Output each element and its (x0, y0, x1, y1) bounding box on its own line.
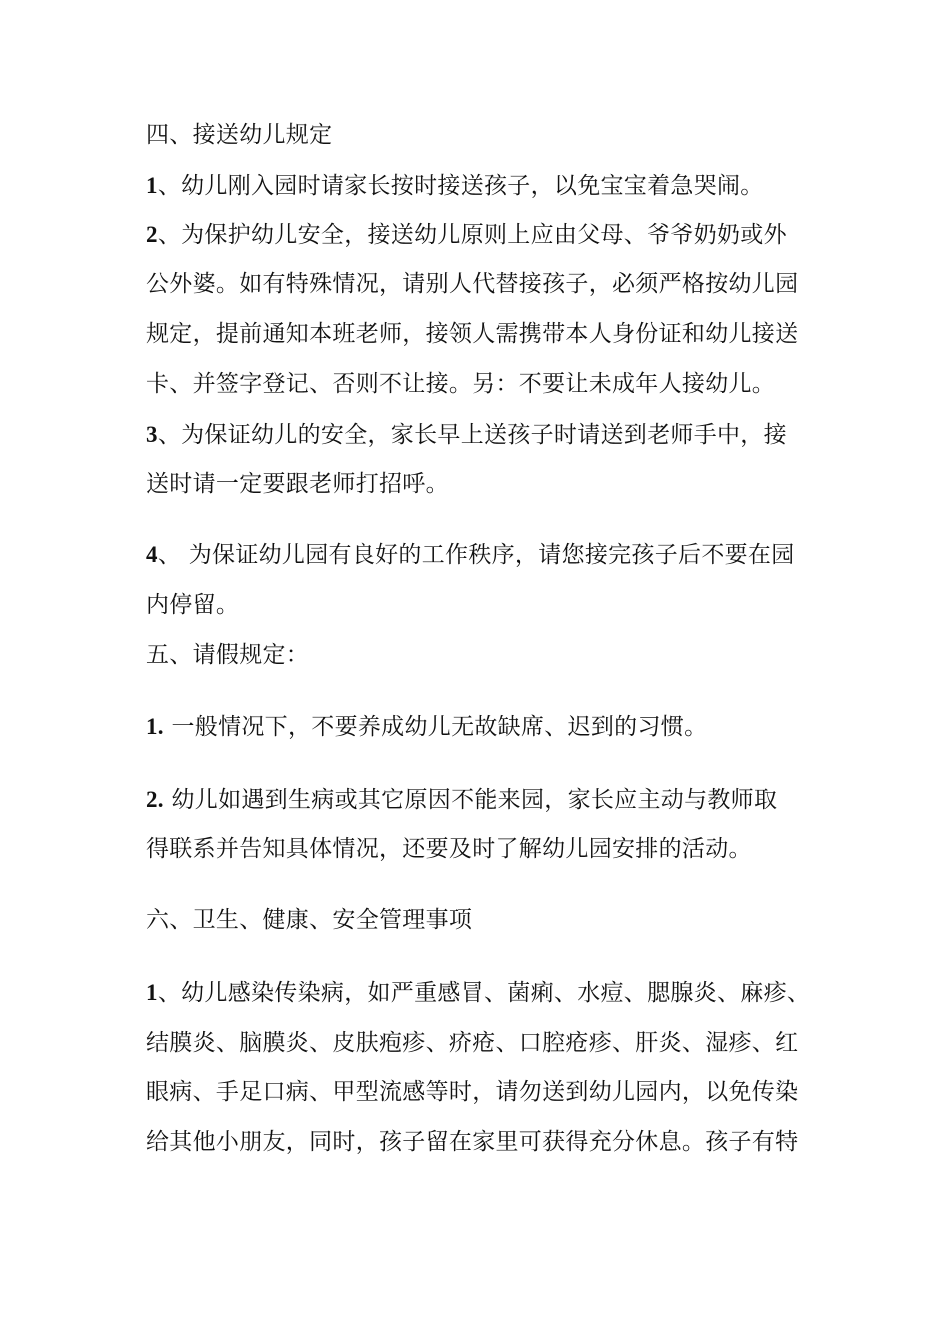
section-5-item-1 (146, 712, 826, 742)
section-4-item-4-line-1 (146, 540, 826, 570)
section-6-heading: 六、卫生、健康、安全管理事项 (146, 907, 473, 933)
item-text: 、幼儿感染传染病，如严重感冒、菌痢、水痘、腮腺炎、麻疹、 (157, 980, 811, 1006)
section-6-item-1-line-4: 给其他小朋友，同时，孩子留在家里可获得充分休息。孩子有特 (146, 1129, 799, 1155)
item-number: 3 (146, 422, 158, 447)
section-4-item-4-line-2: 内停留。 (146, 592, 240, 618)
item-number: 1 (146, 173, 158, 198)
section-4-item-2-line-1 (146, 220, 826, 250)
section-4-item-3-line-2: 送时请一定要跟老师打招呼。 (146, 471, 449, 497)
item-text: 、为保护幼儿安全，接送幼儿原则上应由父母、爷爷奶奶或外 (157, 222, 787, 248)
section-6-item-1-line-1 (146, 978, 826, 1008)
item-text: 、幼儿刚入园时请家长按时接送孩子，以免宝宝着急哭闹。 (157, 173, 764, 199)
item-number: 2 (146, 222, 158, 247)
section-6-item-1-line-2: 结膜炎、脑膜炎、皮肤疱疹、疥疮、口腔疮疹、肝炎、湿疹、红 (146, 1030, 799, 1056)
section-4-item-1 (146, 171, 826, 201)
item-number: 4 (146, 542, 158, 567)
section-4-item-2-line-3: 规定，提前通知本班老师，接领人需携带本人身份证和幼儿接送 (146, 321, 799, 347)
item-text: 一般情况下，不要养成幼儿无故缺席、迟到的习惯。 (163, 714, 708, 740)
section-4-item-2-line-2: 公外婆。如有特殊情况，请别人代替接孩子，必须严格按幼儿园 (146, 271, 799, 297)
section-4-item-2-line-4: 卡、并签字登记、否则不让接。另：不要让未成年人接幼儿。 (146, 371, 776, 397)
section-6-item-1-line-3: 眼病、手足口病、甲型流感等时，请勿送到幼儿园内，以免传染 (146, 1079, 799, 1105)
section-5-heading: 五、请假规定： (146, 642, 310, 668)
item-text: 幼儿如遇到生病或其它原因不能来园，家长应主动与教师取 (163, 787, 778, 813)
section-5-item-2-line-2: 得联系并告知具体情况，还要及时了解幼儿园安排的活动。 (146, 836, 752, 862)
item-text: 、 为保证幼儿园有良好的工作秩序，请您接完孩子后不要在园 (157, 542, 795, 568)
section-4-item-3-line-1 (146, 420, 826, 450)
item-text: 、为保证幼儿的安全，家长早上送孩子时请送到老师手中，接 (157, 422, 787, 448)
section-5-item-2-line-1 (146, 785, 826, 815)
section-4-heading: 四、接送幼儿规定 (146, 122, 333, 148)
item-number: 2. (146, 787, 164, 812)
item-number: 1 (146, 980, 158, 1005)
item-number: 1. (146, 714, 164, 739)
